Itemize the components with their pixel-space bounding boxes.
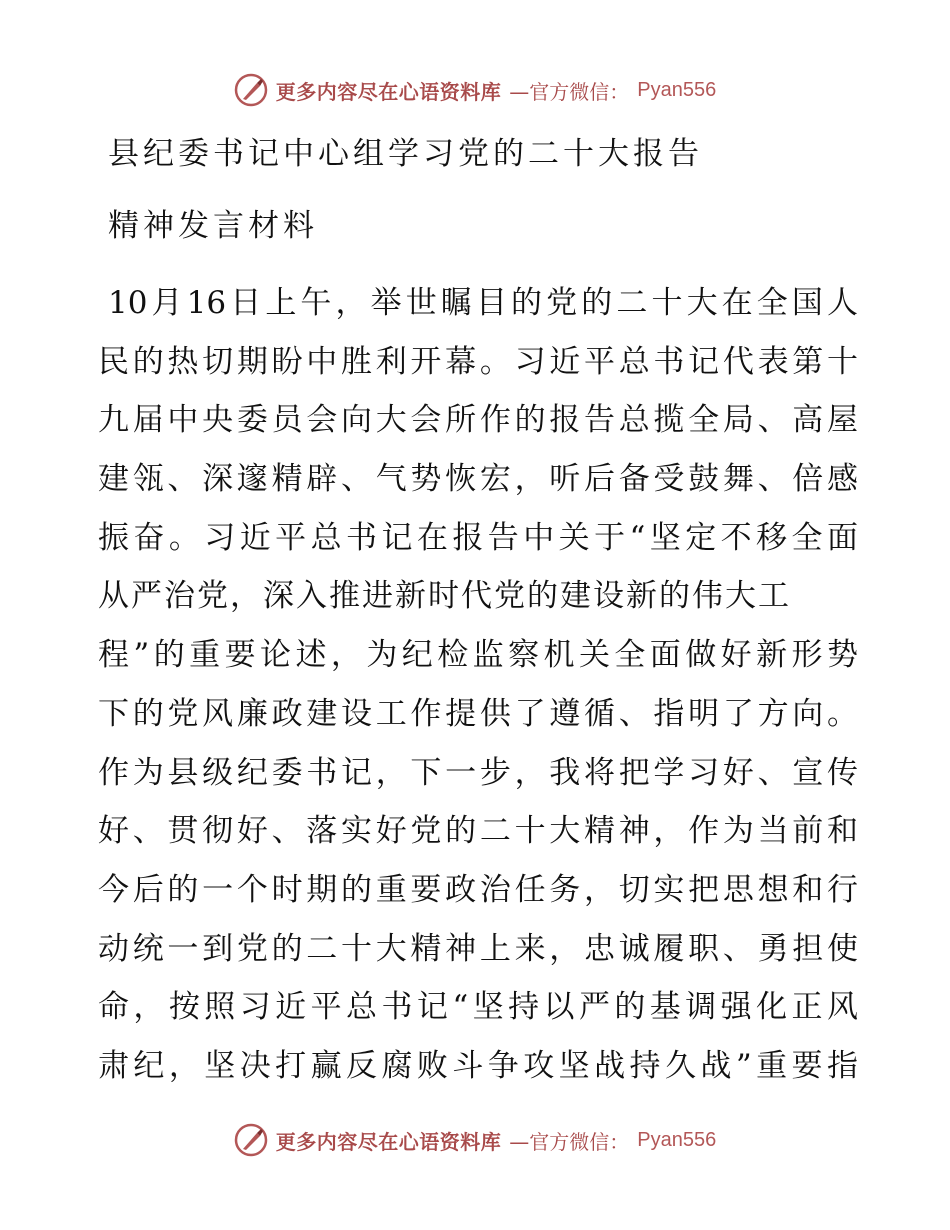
body-line: 九届中央委员会向大会所作的报告总揽全局、高屋 [98,402,858,439]
watermark-wechat-id: Pyan556 [637,78,717,101]
body-line: 民的热切期盼中胜利开幕。习近平总书记代表第十 [98,343,858,380]
watermark-text: 更多内容尽在心语资料库 [275,1129,502,1154]
document-title-line-1: 县纪委书记中心组学习党的二十大报告 [108,136,703,172]
document-body [98,274,858,1096]
body-line: 好、贯彻好、落实好党的二十大精神，作为当前和 [98,813,858,850]
quill-logo-icon [234,73,268,107]
body-line: 今后的一个时期的重要政治任务，切实把思想和行 [98,871,858,908]
body-line: 从严治党，深入推进新时代党的建设新的伟大工 [98,578,791,615]
watermark-wechat-id: Pyan556 [637,1128,717,1151]
body-line: 程”的重要论述，为纪检监察机关全面做好新形势 [98,637,858,674]
body-line: 动统一到党的二十大精神上来，忠诚履职、勇担使 [98,930,858,967]
quill-logo-icon [234,1123,268,1157]
document-title-line-2: 精神发言材料 [108,208,318,244]
body-line: 肃纪，坚决打赢反腐败斗争攻坚战持久战”重要指 [98,1047,858,1084]
body-line: 作为县级纪委书记，下一步，我将把学习好、宣传 [98,754,858,791]
watermark-wechat-label: —官方微信： [509,1129,630,1154]
watermark-text: 更多内容尽在心语资料库 [275,79,502,104]
body-line: 建瓴、深邃精辟、气势恢宏，听后备受鼓舞、倍感 [98,461,858,498]
body-line: 振奋。习近平总书记在报告中关于“坚定不移全面 [98,519,858,556]
body-line: 10月16日上午，举世瞩目的党的二十大在全国人 [108,285,858,321]
watermark-wechat-label: —官方微信： [509,79,630,104]
body-line: 命，按照习近平总书记“坚持以严的基调强化正风 [98,989,858,1026]
body-line: 下的党风廉政建设工作提供了遵循、指明了方向。 [98,695,858,732]
header-watermark-banner [0,70,950,110]
footer-watermark-banner [0,1120,950,1160]
